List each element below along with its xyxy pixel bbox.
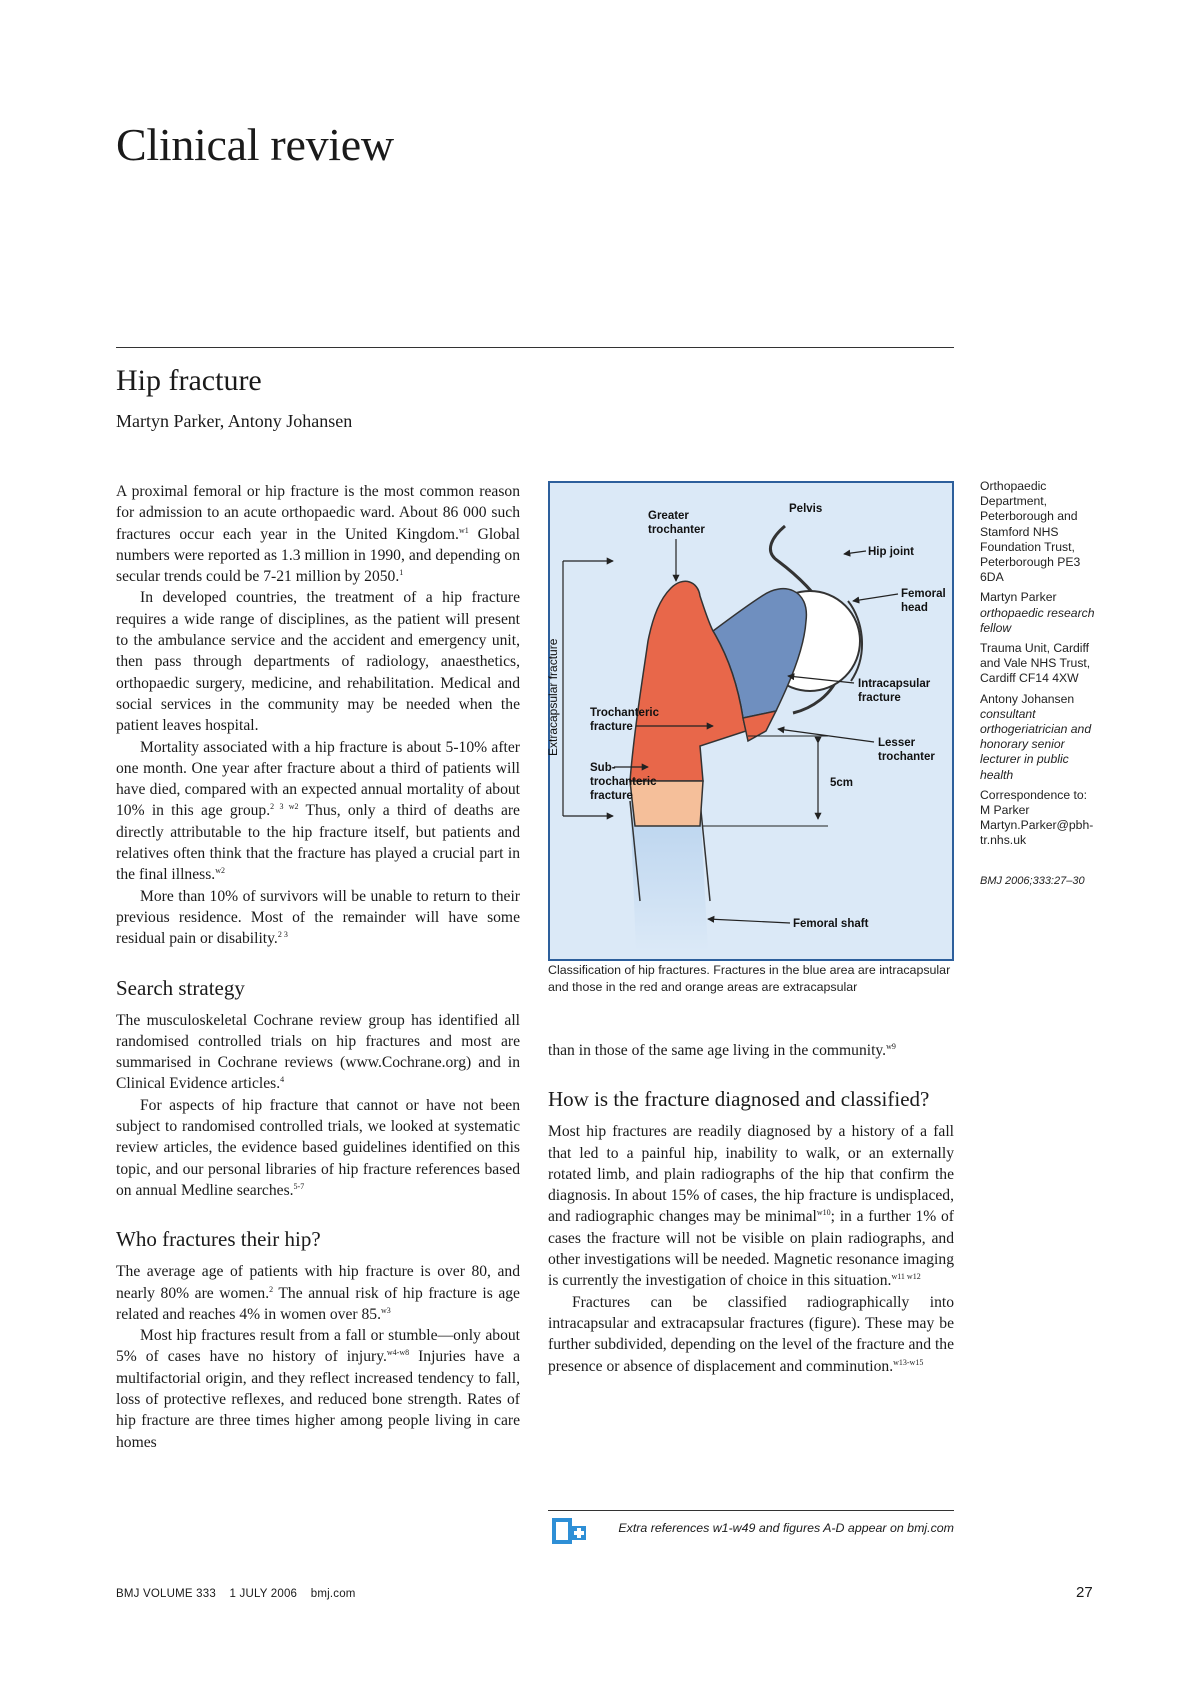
label-femoral-head-1: Femoral (901, 588, 946, 600)
diagnosed-paragraph-1: Most hip fractures are readily diagnosed by a history of a fall that led to a painful hip, inability to walk, or an externally rotated limb, and plain radiographs of the hip that confirm the diagnosis. In about 15% of cases, the hip fracture is undisplaced, and radiographic changes may be minimal$^{w10}$; in a further 1% of cases the fracture will not be visible on plain radiographs, and other investigations will be needed. Magnetic resonance imaging is currently the investigation of choice in this situation.$^{w11 w12}$ (548, 1123, 954, 1290)
article-title: Hip fracture (116, 364, 262, 397)
search-paragraph-1: The musculoskeletal Cochrane review group has identified all randomised controlled trials on hip fractures and most are summarised in Cochrane reviews (www.Cochrane.org) and in Clinical Evidence articles.$^4$ (116, 1011, 520, 1093)
who-paragraph-3: than in those of the same age living in the community.$^{w9}$ (548, 1041, 896, 1059)
author-role-1: orthopaedic research fellow (980, 605, 1095, 635)
citation: BMJ 2006;333:27–30 (980, 874, 1085, 887)
label-trochanteric-1: Trochanteric (590, 707, 660, 719)
label-trochanteric-2: fracture (590, 721, 633, 733)
affiliation-2: Trauma Unit, Cardiff and Vale NHS Trust, Cardiff CF14 4XW (980, 641, 1091, 686)
author-role-2: consultant orthogeriatrician and honorary senior lecturer in public health (980, 706, 1092, 782)
correspondence: Correspondence to: M Parker Martyn.Parker@pbh-tr.nhs.uk (980, 787, 1094, 848)
label-intracapsular-2: fracture (858, 692, 901, 704)
affiliation-1: Orthopaedic Department, Peterborough and Stamford NHS Foundation Trust, Peterborough PE3 6DA (980, 479, 1081, 585)
web-extra-icon (550, 1516, 588, 1546)
hip-fracture-classification-figure (548, 481, 954, 961)
label-greater-trochanter-2: trochanter (648, 524, 705, 536)
intro-paragraph-2: In developed countries, the treatment of a hip fracture requires a wide range of disciplines, as the patient will present to the ambulance service and the accident and emergency unit, then pass through departments of radiology, anaesthetics, orthopaedic surgery, medicine, and rehabilitation. Medical and social services in the community may be needed when the patient leaves hospital. (116, 589, 520, 735)
label-extracapsular-fracture: Extracapsular fracture (546, 638, 560, 756)
extra-references-note: Extra references w1-w49 and figures A-D appear on bmj.com (618, 1521, 954, 1535)
search-paragraph-2: For aspects of hip fracture that cannot or have not been subject to randomised controlled trials, we looked at systematic review articles, the evidence based guidelines identified on this topic, and our personal libraries of hip fracture references based on annual Medline searches.$^{5-7}$ (116, 1096, 520, 1199)
page-number: 27 (1076, 1584, 1093, 1601)
who-paragraph-1: The average age of patients with hip fracture is over 80, and nearly 80% are women.$^2$ The annual risk of hip fracture is age related and reaches 4% in women over 85.$^{w3}$ (116, 1263, 520, 1323)
label-hip-joint: Hip joint (868, 546, 914, 558)
section-title: Clinical review (116, 119, 394, 170)
left-column (116, 481, 520, 1453)
label-pelvis: Pelvis (789, 503, 823, 515)
diagnosed-paragraph-2: Fractures can be classified radiographically into intracapsular and extracapsular fractures (figure). These may be further subdivided, depending on the level of the fracture and the presence or absence of displacement and comminution.$^{w13-w15}$ (548, 1293, 954, 1375)
label-5cm: 5cm (830, 777, 854, 789)
label-subtrochanteric-1: Sub- (590, 762, 616, 774)
intro-paragraph-3: Mortality associated with a hip fracture is about 5-10% after one month. One year after fracture about a third of patients will have died, compared with an expected annual mortality of about 10% in this age group.$^{2 3 w2}$ Thus, only a third of deaths are directly attributable to the hip fracture itself, but patients and relatives often think that the fracture has played a crucial part in the final illness.$^{w2}$ (116, 738, 520, 884)
right-column (548, 1040, 954, 1377)
heading-diagnosed-classified: How is the fracture diagnosed and classified? (548, 1087, 930, 1112)
label-femoral-shaft: Femoral shaft (793, 918, 869, 930)
footer-journal-info: BMJ VOLUME 333 1 JULY 2006 bmj.com (116, 1588, 356, 1600)
author-name-2: Antony Johansen (980, 691, 1075, 706)
label-subtrochanteric-2: trochanteric (590, 776, 657, 788)
label-greater-trochanter-1: Greater (648, 510, 689, 522)
heading-who-fractures: Who fractures their hip? (116, 1227, 321, 1252)
label-femoral-head-2: head (901, 602, 928, 614)
author-name-1: Martyn Parker (980, 590, 1057, 605)
figure-caption: Classification of hip fractures. Fractures in the blue area are intracapsular and those in the red and orange areas are extracapsular (548, 963, 951, 994)
author-sidebar (980, 479, 1098, 894)
heading-search-strategy: Search strategy (116, 975, 245, 1000)
who-paragraph-2: Most hip fractures result from a fall or stumble—only about 5% of cases have no history of injury.$^{w4-w8}$ Injuries have a multifactorial origin, and they reflect increased tendency to fall, loss of protective reflexes, and reduced bone strength. Rates of hip fracture are three times higher among people living in care homes (116, 1327, 521, 1451)
label-subtrochanteric-3: fracture (590, 790, 633, 802)
intro-paragraph-4: More than 10% of survivors will be unable to return to their previous residence. Most of the remainder will have some residual pain or disability.$^{2 3}$ (116, 887, 520, 948)
intro-paragraph-1: A proximal femoral or hip fracture is the most common reason for admission to an acute orthopaedic ward. About 86 000 such fractures occur each year in the United Kingdom.$^{w1}$ Global numbers were reported as 1.3 million in 1990, and depending on secular trends could be 7-21 million by 2050.$^1$ (116, 483, 521, 586)
extra-divider (548, 1510, 954, 1511)
article-authors: Martyn Parker, Antony Johansen (116, 411, 353, 431)
label-lesser-trochanter-2: trochanter (878, 751, 935, 763)
label-lesser-trochanter-1: Lesser (878, 737, 916, 749)
label-intracapsular-1: Intracapsular (858, 678, 931, 690)
title-divider (116, 347, 954, 348)
